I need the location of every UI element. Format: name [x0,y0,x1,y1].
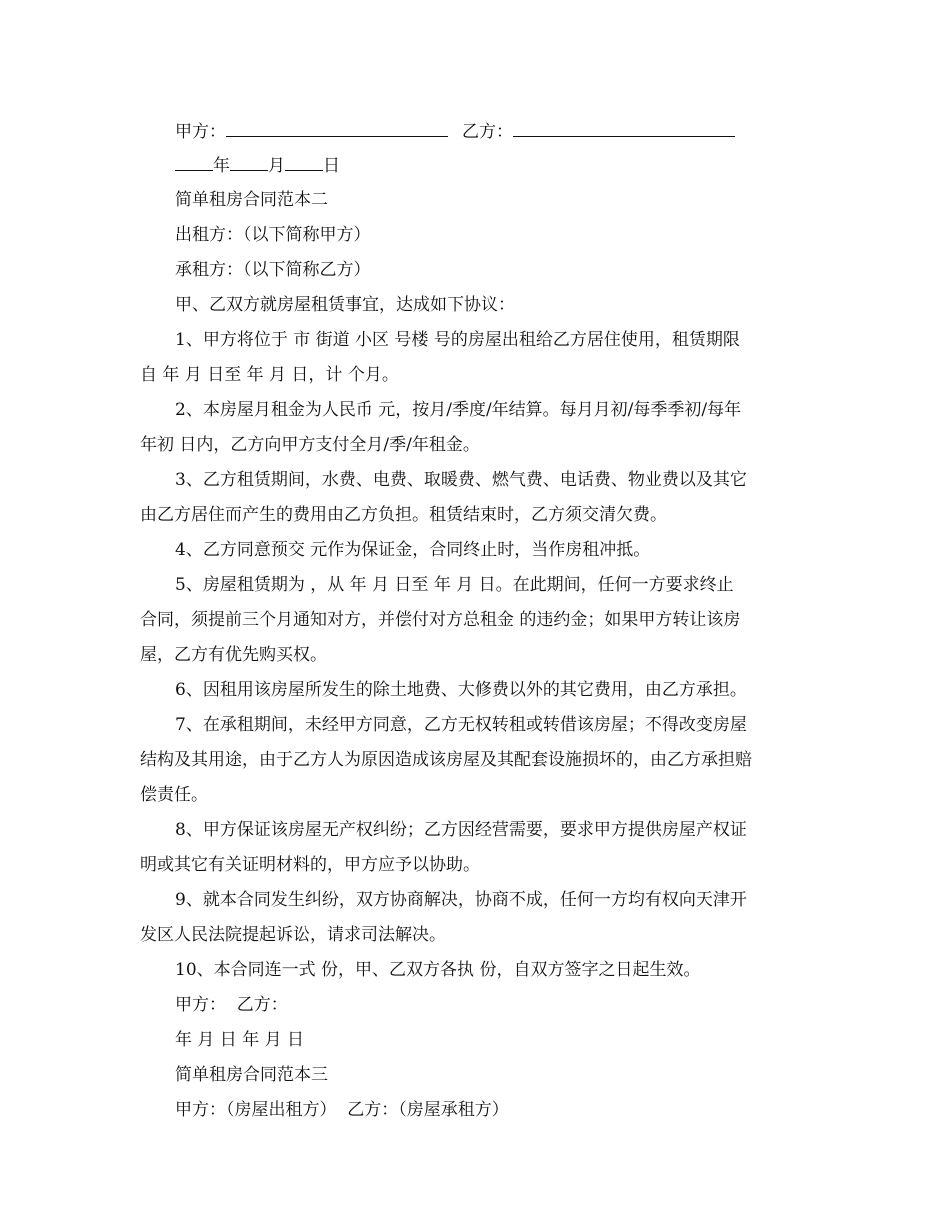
contract-three-parties: 甲方：（房屋出租方） 乙方：（房屋承租方） [175,1100,509,1120]
year-blank [175,154,213,171]
contract-two-title: 简单租房合同范本二 [175,190,328,210]
party-b-blank [513,120,735,137]
party-a-blank [226,120,448,137]
clause-7-line-3: 偿责任。 [140,785,208,805]
signature-parties: 甲方： 乙方： [175,995,288,1015]
lessor-line: 出租方：（以下简称甲方） [175,225,371,245]
clause-8-line-2: 明或其它有关证明材料的，甲方应予以协助。 [140,855,480,875]
clause-2-line-2: 年初 日内，乙方向甲方支付全月/季/年租金。 [140,435,480,455]
month-label: 月 [268,156,285,176]
clause-5-line-3: 屋，乙方有优先购买权。 [140,645,327,665]
clause-1-line-2: 自 年 月 日至 年 月 日，计 个月。 [140,365,399,385]
clause-9-line-1: 9、就本合同发生纠纷，双方协商解决，协商不成，任何一方均有权向天津开 [175,890,747,910]
party-b-label: 乙方： [462,122,513,142]
clause-1-line-1: 1、甲方将位于 市 街道 小区 号楼 号的房屋出租给乙方居住使用，租赁期限 [175,330,740,350]
clause-9-line-2: 发区人民法院提起诉讼，请求司法解决。 [140,925,446,945]
month-blank [230,154,268,171]
clause-5-line-2: 合同，须提前三个月通知对方，并偿付对方总租金 的违约金；如果甲方转让该房 [140,610,741,630]
day-blank [285,154,323,171]
clause-3-line-2: 由乙方居住而产生的费用由乙方负担。租赁结束时，乙方须交清欠费。 [140,505,667,525]
clause-7-line-2: 结构及其用途，由于乙方人为原因造成该房屋及其配套设施损坏的，由乙方承担赔 [140,750,752,770]
day-label: 日 [323,156,340,176]
signature-parties-row [175,120,735,143]
signature-date-row [175,154,340,177]
clause-5-line-1: 5、房屋租赁期为 ，从 年 月 日至 年 月 日。在此期间，任何一方要求终止 [175,575,734,595]
lessee-line: 承租方：（以下简称乙方） [175,260,371,280]
clause-4-line-1: 4、乙方同意预交 元作为保证金，合同终止时，当作房租冲抵。 [175,540,651,560]
clause-7-line-1: 7、在承租期间，未经甲方同意，乙方无权转租或转借该房屋；不得改变房屋 [175,715,747,735]
signature-dates: 年 月 日 年 月 日 [175,1030,305,1050]
agreement-intro: 甲、乙双方就房屋租赁事宜，达成如下协议： [175,295,515,315]
clause-6-line-1: 6、因租用该房屋所发生的除土地费、大修费以外的其它费用，由乙方承担。 [175,680,747,700]
year-label: 年 [213,156,230,176]
clause-10-line-1: 10、本合同连一式 份，甲、乙双方各执 份，自双方签字之日起生效。 [175,960,701,980]
clause-8-line-1: 8、甲方保证该房屋无产权纠纷；乙方因经营需要，要求甲方提供房屋产权证 [175,820,747,840]
party-a-label: 甲方： [175,122,226,142]
clause-2-line-1: 2、本房屋月租金为人民币 元，按月/季度/年结算。每月月初/每季季初/每年 [175,400,742,420]
contract-three-title: 简单租房合同范本三 [175,1065,328,1085]
clause-3-line-1: 3、乙方租赁期间，水费、电费、取暖费、燃气费、电话费、物业费以及其它 [175,470,747,490]
